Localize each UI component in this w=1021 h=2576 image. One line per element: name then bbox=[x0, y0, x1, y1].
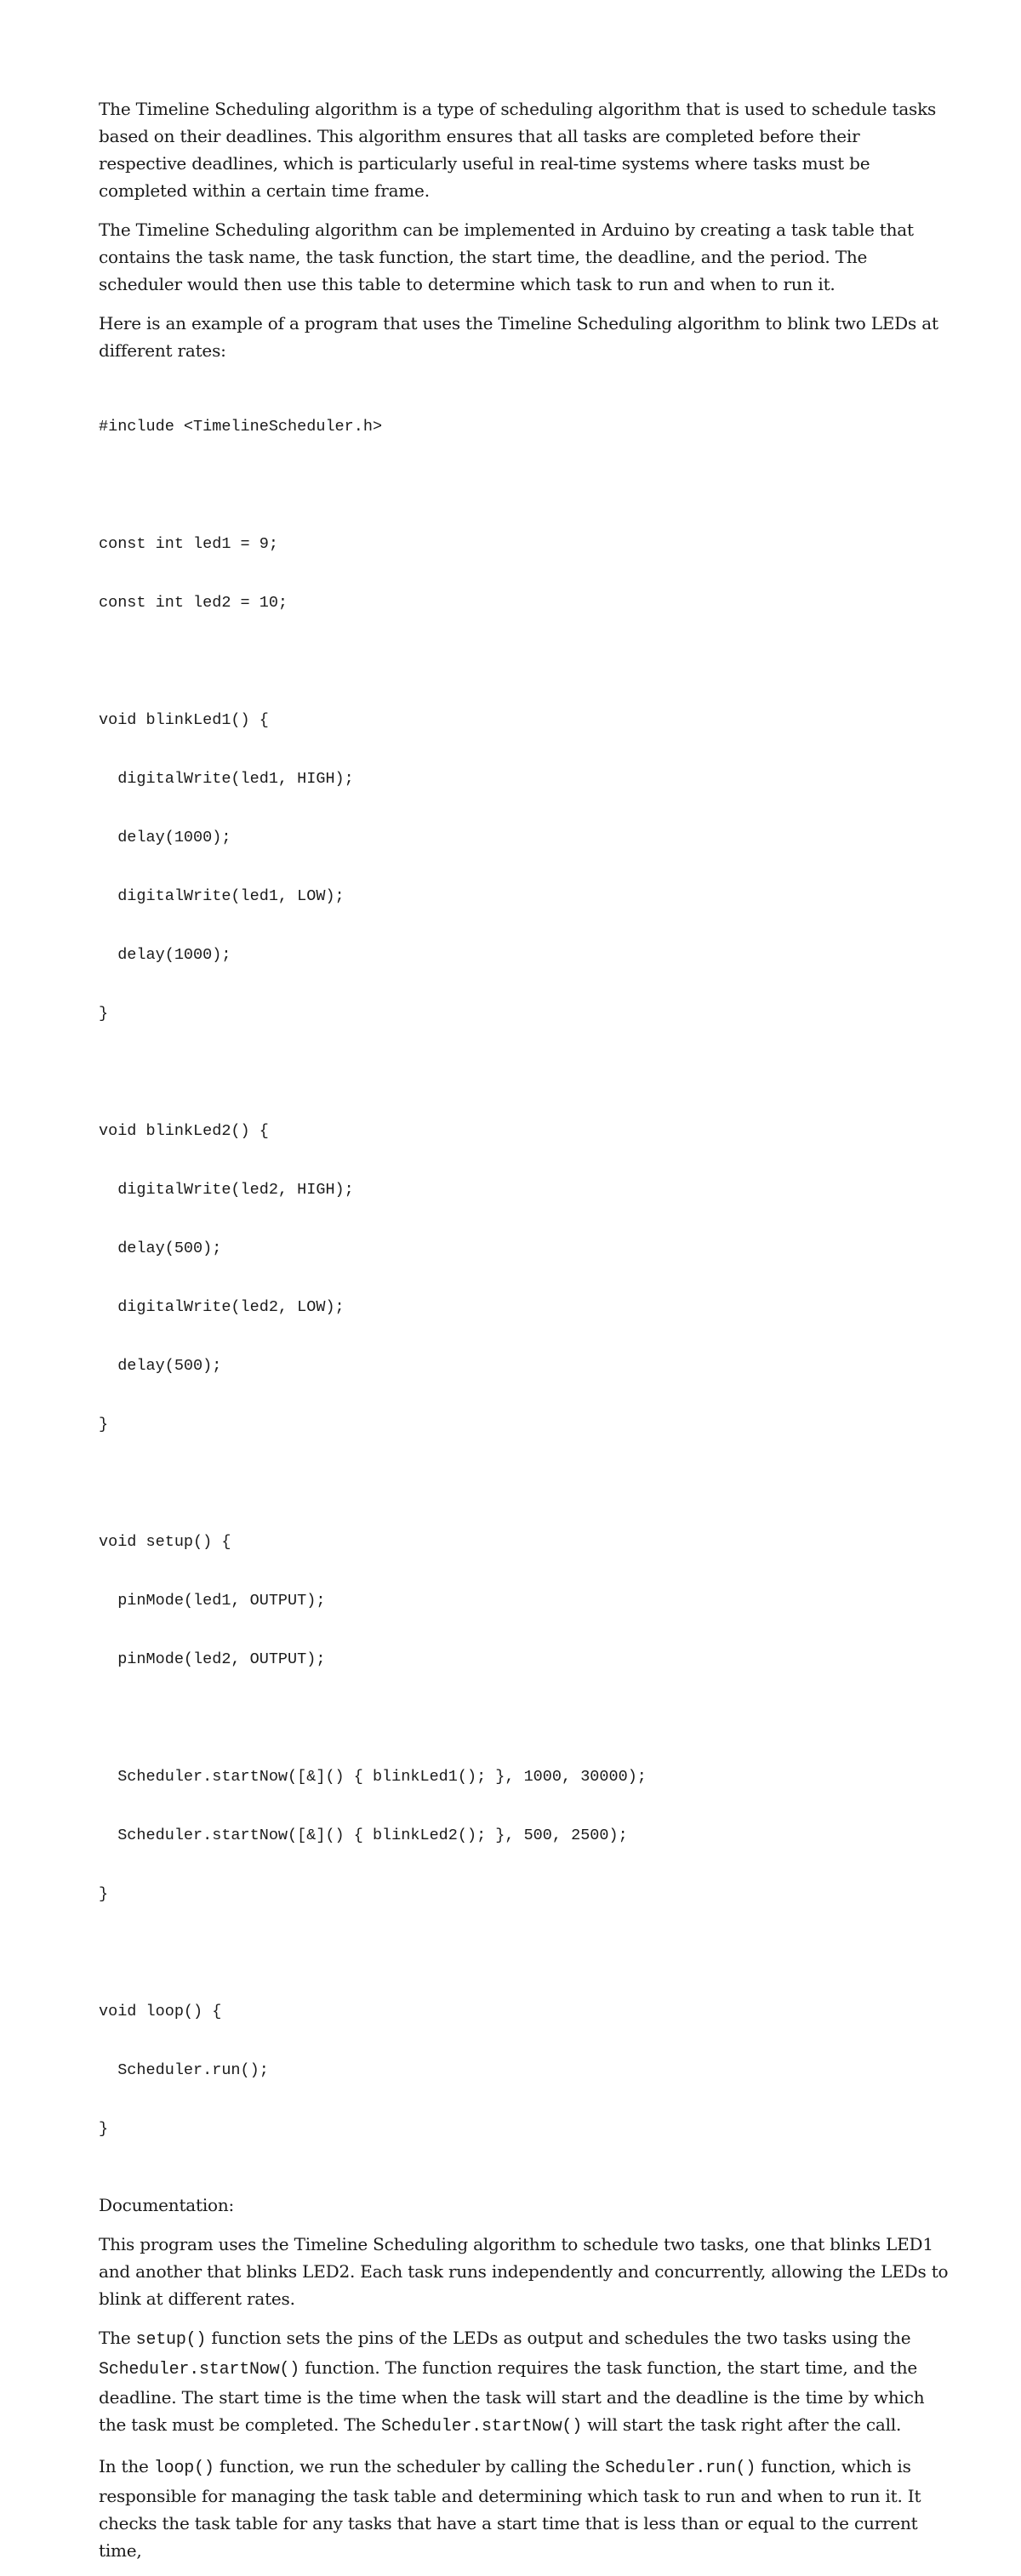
code-line: Scheduler.startNow([&]() { blinkLed1(); }, 1000, 30000); bbox=[99, 1768, 647, 1786]
inline-code: Scheduler.run() bbox=[605, 2459, 756, 2478]
code-line: } bbox=[99, 1416, 109, 1433]
text-run: function. The function requires the task function, the start time, and the deadline. The start time is the time when the task will start and the deadline is the time by which the task must be completed. The bbox=[99, 2357, 925, 2435]
text-run: function sets the pins of the LEDs as output and schedules the two tasks using the bbox=[206, 2328, 911, 2348]
code-blank-line bbox=[99, 1943, 950, 1963]
text-run: In the bbox=[99, 2456, 154, 2476]
documentation-paragraph-2 bbox=[99, 2324, 950, 2441]
code-line: pinMode(led1, OUTPUT); bbox=[99, 1592, 326, 1610]
documentation-paragraph-1: This program uses the Timeline Scheduling algorithm to schedule two tasks, one that blinks LED1 and another that blinks LED2. Each task runs independently and concurrently, allowing the LEDs to blink at different rates. bbox=[99, 2234, 949, 2309]
code-blank-line bbox=[99, 1063, 950, 1082]
code-line: } bbox=[99, 1005, 109, 1023]
code-line: delay(1000); bbox=[99, 829, 231, 846]
text-run: function, we run the scheduler by calling the bbox=[214, 2456, 606, 2476]
intro-paragraph-2: The Timeline Scheduling algorithm can be implemented in Arduino by creating a task table that contains the task name, the task function, the start time, the deadline, and the period. The scheduler would then use this table to determine which task to run and when to run it. bbox=[99, 219, 914, 294]
inline-code: loop() bbox=[153, 2459, 214, 2478]
code-line: void loop() { bbox=[99, 2003, 222, 2020]
code-line: } bbox=[99, 2120, 109, 2138]
code-line: Scheduler.run(); bbox=[99, 2061, 269, 2079]
code-line: #include <TimelineScheduler.h> bbox=[99, 418, 383, 436]
code-line: void blinkLed2() { bbox=[99, 1122, 269, 1140]
code-line: delay(500); bbox=[99, 1240, 222, 1257]
intro-paragraph-3: Here is an example of a program that uses the Timeline Scheduling algorithm to blink two LEDs at different rates: bbox=[99, 313, 938, 361]
document-page bbox=[99, 95, 950, 2576]
code-line: Scheduler.startNow([&]() { blinkLed2(); }, 500, 2500); bbox=[99, 1827, 628, 1844]
code-blank-line bbox=[99, 652, 950, 671]
text-run: The bbox=[99, 2328, 136, 2348]
code-line: const int led2 = 10; bbox=[99, 594, 288, 612]
code-line: } bbox=[99, 1885, 109, 1903]
code-line: void blinkLed1() { bbox=[99, 711, 269, 729]
documentation-heading: Documentation: bbox=[99, 2195, 235, 2215]
text-run: function, which is responsible for managing the task table and determining which task to run and when to run it. It checks the task table for any tasks that have a start time that is less than or equal to the current time, bbox=[99, 2456, 921, 2561]
text-run: will start the task right after the call. bbox=[582, 2414, 902, 2435]
code-blank-line bbox=[99, 476, 950, 495]
inline-code: setup() bbox=[135, 2330, 207, 2350]
code-line: digitalWrite(led2, HIGH); bbox=[99, 1181, 354, 1199]
inline-code: Scheduler.startNow() bbox=[99, 2360, 300, 2379]
code-blank-line bbox=[99, 1708, 950, 1728]
code-line: void setup() { bbox=[99, 1533, 231, 1551]
code-line: const int led1 = 9; bbox=[99, 535, 278, 553]
documentation-paragraph-3 bbox=[99, 2453, 950, 2564]
inline-code: Scheduler.startNow() bbox=[380, 2417, 583, 2436]
code-line: digitalWrite(led1, HIGH); bbox=[99, 770, 354, 788]
code-line: delay(500); bbox=[99, 1357, 222, 1375]
code-block bbox=[99, 378, 950, 2178]
code-line: digitalWrite(led1, LOW); bbox=[99, 887, 345, 905]
code-line: delay(1000); bbox=[99, 946, 231, 964]
code-line: pinMode(led2, OUTPUT); bbox=[99, 1650, 326, 1668]
code-line: digitalWrite(led2, LOW); bbox=[99, 1298, 345, 1316]
intro-paragraph-1: The Timeline Scheduling algorithm is a type of scheduling algorithm that is used to schedule tasks based on their deadlines. This algorithm ensures that all tasks are completed before their respective deadlines, which is particularly useful in real-time systems where tasks must be completed within a certain time frame. bbox=[99, 99, 937, 201]
code-blank-line bbox=[99, 1473, 950, 1493]
